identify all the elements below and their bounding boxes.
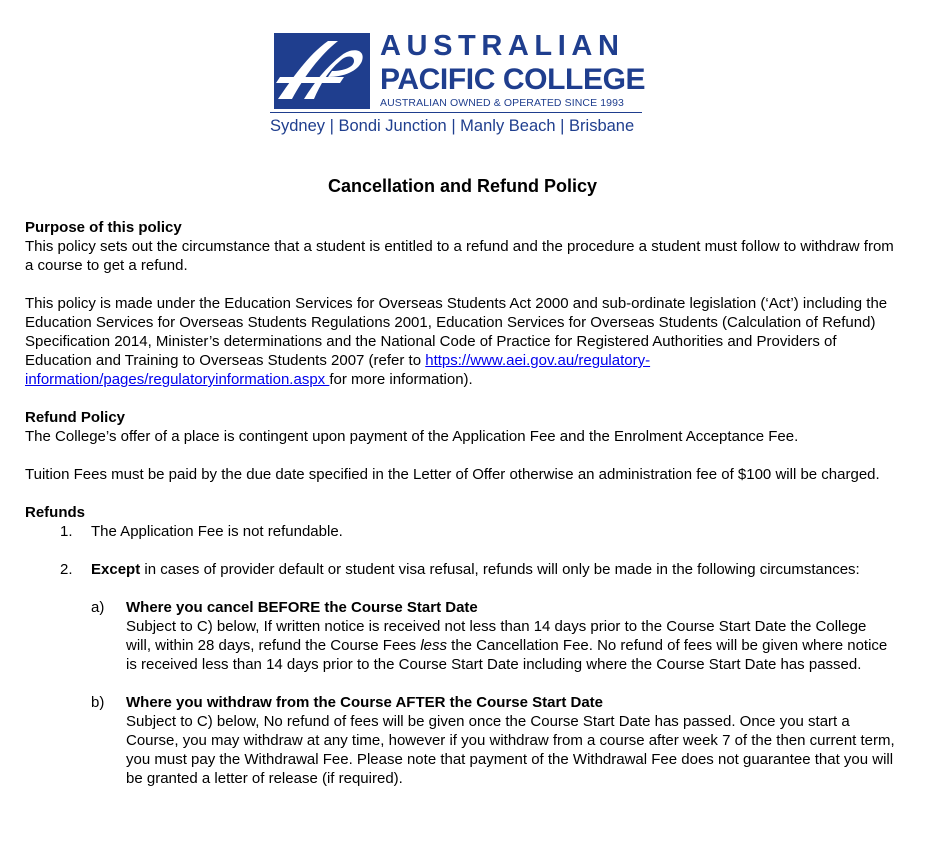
sub-list-item-text: Subject to C) below, No refund of fees will be given once the Course Start Date has passed. Once you start a Course, you may withdraw at any time, however if you withdraw from a course after week 7 of the then current term, you must pay the Withdrawal Fee. Please note that payment of the Withdrawal Fee does not guarantee that you will be granted a letter of release (if required).	[126, 713, 895, 787]
campus-locations: Sydney | Bondi Junction | Manly Beach | Brisbane	[270, 117, 635, 135]
college-header	[268, 30, 648, 139]
sub-list-item-letter: a)	[91, 599, 105, 616]
sub-list-item	[25, 598, 895, 674]
list-item	[25, 560, 895, 579]
list-item-text: in cases of provider default or student visa refusal, refunds will only be made in the following circumstances:	[140, 561, 860, 578]
college-logo-icon	[274, 33, 370, 109]
sub-list-item-heading: Where you cancel BEFORE the Course Start Date	[126, 599, 478, 616]
sub-a-text-part2: the Cancellation Fee. No refund of fees will be given where notice is received less than 14 days prior to the Course Start Date including where the Course Start Date has passed.	[126, 637, 888, 673]
college-name-line2: PACIFIC COLLEGE	[380, 63, 646, 96]
sub-list-item-letter: b)	[91, 694, 105, 711]
refunds-heading: Refunds	[25, 504, 85, 521]
list-item-number: 2.	[60, 561, 73, 578]
purpose-paragraph-1: This policy sets out the circumstance that a student is entitled to a refund and the procedure a student must follow to withdraw from a course to get a refund.	[25, 238, 894, 274]
header-divider	[270, 112, 642, 113]
list-item	[25, 522, 895, 541]
purpose-heading: Purpose of this policy	[25, 219, 182, 236]
purpose-paragraph-2	[25, 294, 895, 389]
sub-a-italic: less	[420, 637, 447, 654]
sub-list-item	[25, 693, 895, 788]
regulatory-info-link[interactable]: https://www.aei.gov.au/regulatory-information/pages/regulatoryinformation.aspx	[25, 352, 651, 388]
refund-policy-heading: Refund Policy	[25, 409, 126, 426]
purpose-paragraph-2-suffix: for more information).	[329, 371, 473, 388]
purpose-paragraph-2-text: This policy is made under the Education Services for Overseas Students Act 2000 and sub-ordinate legislation (‘Act’) including the Education Services for Overseas Students Regulations 2001, Education Services for Overseas Students (Calculation of Refund) Specification 2014, Minister’s determinations and the National Code of Practice for Registered Authorities and Providers of Education and Training to Overseas Students 2007 (refer to	[25, 295, 888, 369]
list-item-text: The Application Fee is not refundable.	[91, 523, 343, 540]
list-item-number: 1.	[60, 523, 73, 540]
refund-policy-paragraph-1: The College’s offer of a place is contingent upon payment of the Application Fee and the Enrolment Acceptance Fee.	[25, 428, 799, 445]
college-name-line1: AUSTRALIAN	[380, 30, 625, 62]
college-tagline: AUSTRALIAN OWNED & OPERATED SINCE 1993	[380, 97, 624, 109]
list-item-emphasis: Except	[91, 561, 141, 578]
sub-list-item-text	[126, 617, 895, 674]
document-body	[25, 218, 895, 788]
sub-a-text-part1: Subject to C) below, If written notice is received not less than 14 days prior to the Course Start Date the College will, within 28 days, refund the Course Fees	[126, 618, 867, 654]
refund-policy-paragraph-2: Tuition Fees must be paid by the due date specified in the Letter of Offer otherwise an administration fee of $100 will be charged.	[25, 466, 880, 483]
college-name	[380, 29, 646, 109]
sub-list-item-heading: Where you withdraw from the Course AFTER the Course Start Date	[126, 694, 604, 711]
document-title: Cancellation and Refund Policy	[327, 176, 598, 196]
